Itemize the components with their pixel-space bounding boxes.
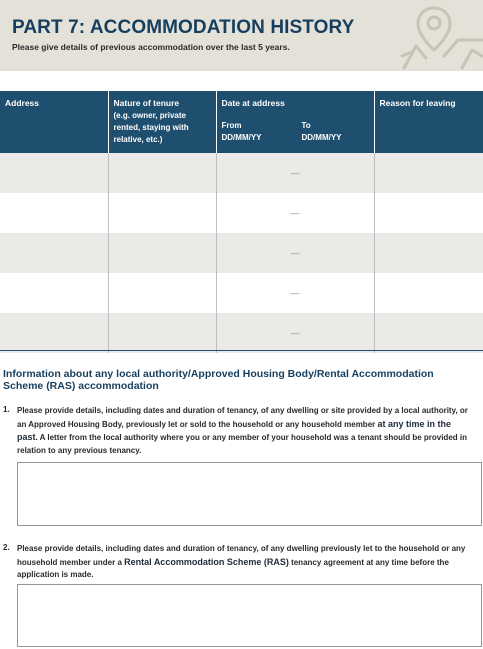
answer-field-ras[interactable]: [17, 584, 482, 647]
question-text-part: Please provide details, including dates and duration of tenancy, of any dwelling or site provided by a local authority, or an Approved Housing Body, previously let or sold to the household or any household member: [17, 406, 468, 429]
column-label-address: Address: [5, 98, 40, 108]
tenure-cell[interactable]: [108, 273, 216, 313]
section-header: [0, 0, 483, 71]
address-cell[interactable]: [0, 313, 108, 353]
table-bottom-rule: [0, 350, 483, 351]
reason-cell[interactable]: [374, 233, 483, 273]
reason-cell[interactable]: [374, 313, 483, 353]
column-header-address: [0, 91, 108, 153]
question-text: [17, 543, 469, 582]
reason-cell[interactable]: [374, 273, 483, 313]
column-header-reason: [374, 91, 483, 153]
section-heading: Information about any local authority/Approved Housing Body/Rental Accommodation Scheme (RAS) accommodation: [3, 368, 434, 392]
reason-cell[interactable]: [374, 153, 483, 193]
question-text: [17, 405, 469, 457]
tenure-cell[interactable]: [108, 193, 216, 233]
question-text-part: tenancy agreement at any time before the application is made.: [17, 557, 449, 580]
map-pin-icon: [400, 6, 483, 70]
address-cell[interactable]: [0, 153, 108, 193]
date-from-header: [222, 120, 302, 144]
page-subtitle: Please give details of previous accommodation over the last 5 years.: [12, 42, 290, 52]
date-to-header: [302, 120, 382, 144]
date-from-format: DD/MM/YY: [221, 133, 262, 142]
question-text-part: . A letter from the local authority where you or any member of your household was a tenant should be provided in relation to any previous tenancy.: [17, 433, 467, 455]
question-text-part: Please provide details, including dates and duration of tenancy, of any dwelling previously let to the household or any household member under a: [17, 544, 466, 567]
address-cell[interactable]: [0, 273, 108, 313]
table-header-row: [0, 91, 483, 153]
table-row: [0, 193, 483, 233]
tenure-cell[interactable]: [108, 313, 216, 353]
page-title: PART 7: ACCOMMODATION HISTORY: [12, 17, 355, 38]
question-emphasis: at any time in the past: [17, 418, 452, 443]
column-note-tenure: (e.g. owner, private rented, staying with relative, etc.): [113, 111, 189, 144]
column-header-tenure: [108, 91, 216, 153]
date-separator: —: [290, 248, 300, 258]
table-row: [0, 233, 483, 273]
question-emphasis: Rental Accommodation Scheme (RAS): [124, 556, 289, 567]
date-cell[interactable]: [216, 233, 374, 273]
date-cell[interactable]: [216, 193, 374, 233]
address-cell[interactable]: [0, 233, 108, 273]
date-separator: —: [290, 168, 300, 178]
date-separator: —: [290, 208, 300, 218]
column-label-tenure: Nature of tenure: [113, 98, 180, 108]
accommodation-history-table: [0, 91, 483, 353]
tenure-cell[interactable]: [108, 233, 216, 273]
question-number: 1.: [3, 405, 10, 414]
tenure-cell[interactable]: [108, 153, 216, 193]
column-header-date: [216, 91, 374, 153]
address-cell[interactable]: [0, 193, 108, 233]
column-label-reason: Reason for leaving: [379, 98, 456, 108]
table-row: [0, 153, 483, 193]
date-separator: —: [290, 288, 300, 298]
date-cell[interactable]: [216, 313, 374, 353]
table-row: [0, 273, 483, 313]
date-separator: —: [290, 328, 300, 338]
date-cell[interactable]: [216, 273, 374, 313]
date-cell[interactable]: [216, 153, 374, 193]
date-to-label: To: [301, 121, 311, 130]
column-label-date: Date at address: [221, 98, 285, 108]
answer-field-local-authority[interactable]: [17, 462, 482, 526]
table-row: [0, 313, 483, 353]
reason-cell[interactable]: [374, 193, 483, 233]
date-to-format: DD/MM/YY: [301, 133, 342, 142]
date-from-label: From: [221, 121, 242, 130]
question-number: 2.: [3, 543, 10, 552]
